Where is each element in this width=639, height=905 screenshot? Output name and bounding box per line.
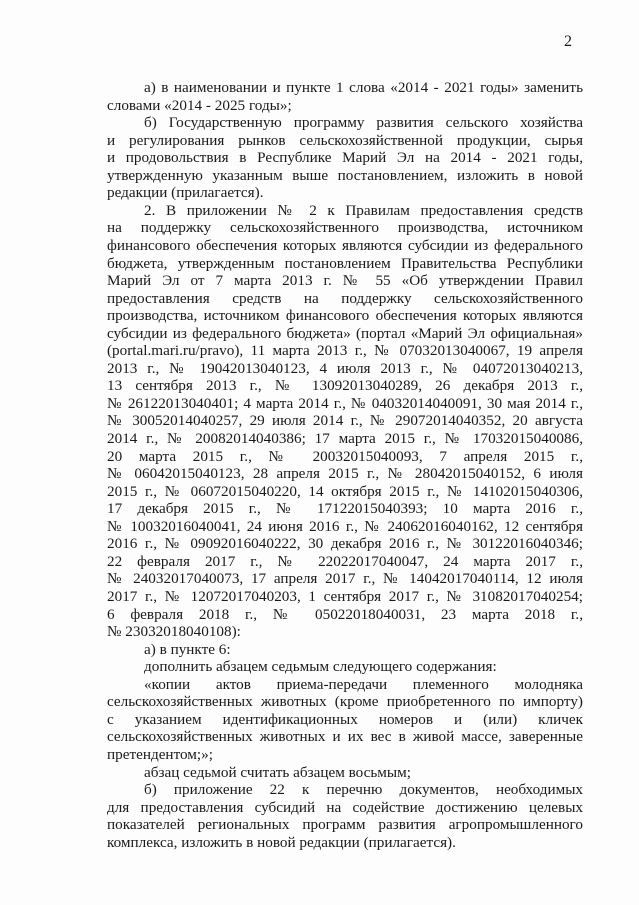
text-line: 6 февраля 2018 г., № 05022018040031, 23 марта 2018 г.,: [107, 605, 583, 623]
text-line: словами «2014 - 2025 годы»;: [107, 96, 292, 114]
text-line: 2016 г., № 09092016040222, 30 декабря 2016 г., № 30122016040346;: [107, 535, 583, 553]
text-line: производства, источником финансового обеспечения которых являются: [107, 307, 583, 325]
text-line: 22 февраля 2017 г., № 22022017040047, 24 марта 2017 г.,: [107, 552, 583, 570]
text-line: субсидии из федерального бюджета» (портал «Марий Эл официальная»: [107, 324, 583, 342]
text-line: на поддержку сельскохозяйственного производства, источником: [107, 219, 583, 237]
text-line: и продовольствия в Республике Марий Эл на 2014 - 2021 годы,: [107, 149, 583, 167]
text-line: 2013 г., № 19042013040123, 4 июля 2013 г., № 04072013040213,: [107, 359, 583, 377]
text-line: а) в пункте 6:: [144, 640, 231, 658]
text-line: показателей региональных программ развития агропромышленного: [107, 816, 583, 834]
text-line: 20 марта 2015 г., № 20032015040093, 7 апреля 2015 г.,: [107, 447, 583, 465]
text-line: № 10032016040041, 24 июня 2016 г., № 24062016040162, 12 сентября: [107, 517, 583, 535]
text-line: 2014 г., № 20082014040386; 17 марта 2015 г., № 17032015040086,: [107, 430, 583, 447]
text-line: с указанием идентификационных номеров и (или) кличек: [107, 710, 583, 728]
text-line: б) приложение 22 к перечню документов, необходимых: [144, 781, 583, 798]
text-line: для предоставления субсидий на содействие достижению целевых: [107, 798, 583, 816]
text-line: № 23032018040108):: [107, 623, 241, 641]
text-line: (portal.mari.ru/pravo), 11 марта 2013 г., № 07032013040067, 19 апреля: [107, 342, 583, 360]
text-line: утвержденную указанным выше постановлением, изложить в новой: [107, 166, 583, 184]
text-line: «копии актов приема-передачи племенного молодняка: [144, 675, 583, 693]
text-line: № 26122013040401; 4 марта 2014 г., № 04032014040091, 30 мая 2014 г.,: [107, 394, 583, 412]
text-line: 13 сентября 2013 г., № 13092013040289, 26 декабря 2013 г.,: [107, 377, 583, 395]
text-line: редакции (прилагается).: [107, 184, 264, 202]
text-line: 2. В приложении № 2 к Правилам предоставления средств: [144, 201, 583, 219]
text-line: Марий Эл от 7 марта 2013 г. № 55 «Об утверждении Правил: [107, 272, 583, 290]
text-line: абзац седьмой считать абзацем восьмым;: [144, 763, 411, 781]
text-line: б) Государственную программу развития сельского хозяйства: [144, 114, 583, 132]
text-line: № 06042015040123, 28 апреля 2015 г., № 28042015040152, 6 июля: [107, 465, 583, 483]
text-line: а) в наименовании и пункте 1 слова «2014 - 2021 годы» заменить: [144, 79, 583, 96]
text-line: № 24032017040073, 17 апреля 2017 г., № 14042017040114, 12 июля: [107, 570, 583, 588]
text-line: сельскохозяйственных животных и их вес в живой массе, заверенные: [107, 728, 583, 746]
text-line: 2017 г., № 12072017040203, 1 сентября 2017 г., № 31082017040254;: [107, 588, 583, 605]
text-line: 2015 г., № 06072015040220, 14 октября 2015 г., № 14102015040306,: [107, 482, 583, 500]
text-line: комплекса, изложить в новой редакции (прилагается).: [107, 833, 456, 851]
text-line: № 30052014040257, 29 июля 2014 г., № 29072014040352, 20 августа: [107, 412, 583, 430]
text-line: предоставления средств на поддержку сельскохозяйственного: [107, 289, 583, 307]
text-line: 17 декабря 2015 г., № 17122015040393; 10 марта 2016 г.,: [107, 500, 583, 518]
text-line: бюджета, утвержденным постановлением Правительства Республики: [107, 254, 583, 272]
text-line: претендентом;»;: [107, 745, 213, 763]
page-number: 2: [564, 33, 572, 50]
text-line: финансового обеспечения которых являются субсидии из федерального: [107, 237, 583, 254]
text-line: и регулирования рынков сельскохозяйственной продукции, сырья: [107, 131, 583, 149]
text-line: сельскохозяйственных животных (кроме приобретенного по импорту): [107, 693, 583, 711]
text-line: дополнить абзацем седьмым следующего содержания:: [144, 658, 497, 676]
